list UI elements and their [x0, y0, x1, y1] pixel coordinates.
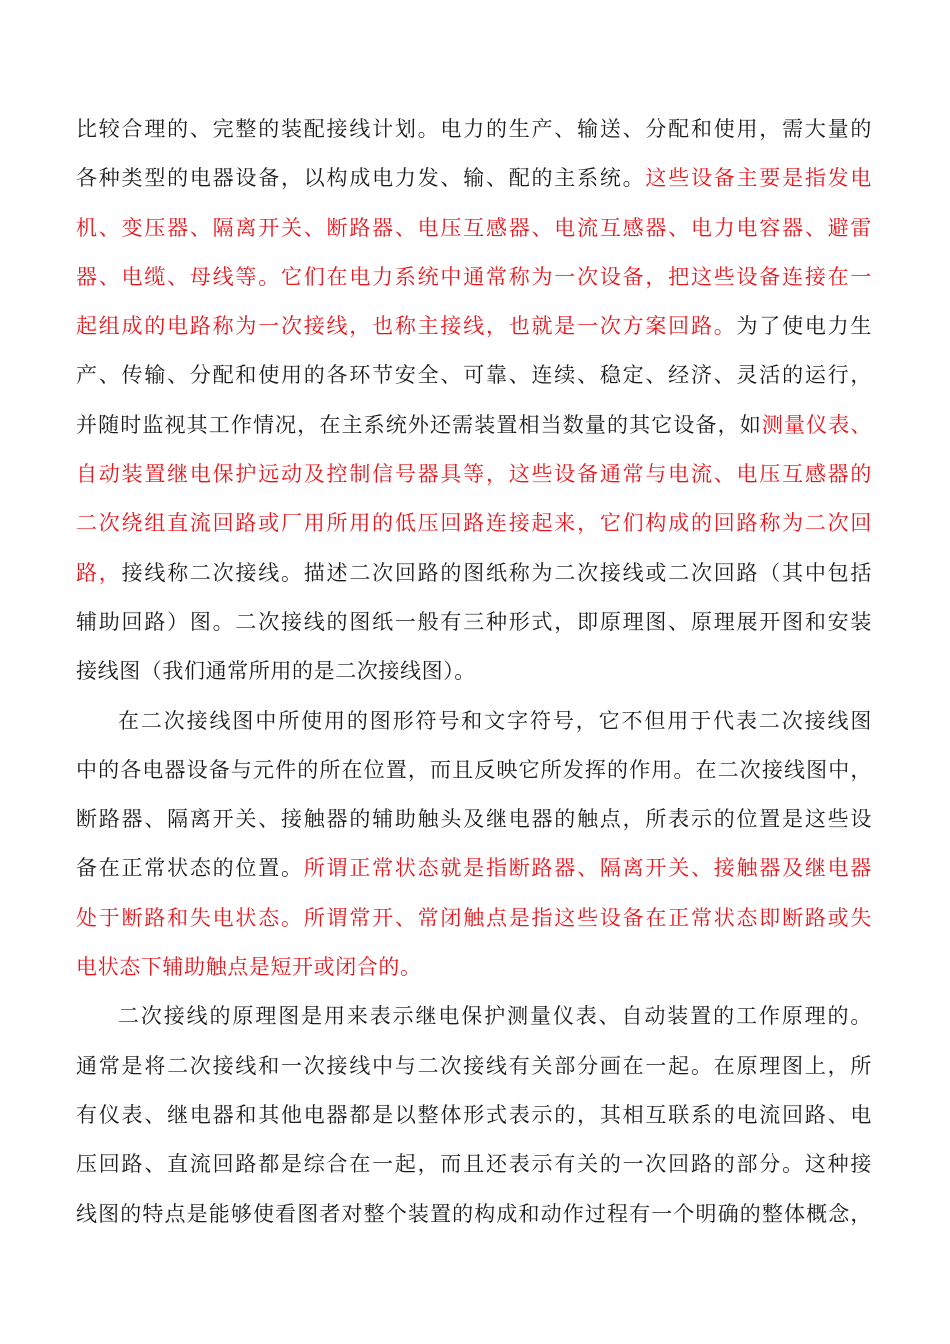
- text-segment: 比较合理的、完整的装配接线计划。电力的生产、输送、分配和使用，需大量的: [76, 117, 872, 141]
- highlighted-text-segment: 这些设备主要是指发电: [645, 166, 873, 191]
- text-line: [76, 943, 872, 992]
- highlighted-text-segment: 器、电缆、母线等。它们在电力系统中通常称为一次设备，把这些设备连接在一: [76, 264, 872, 289]
- text-segment: 压回路、直流回路都是综合在一起，而且还表示有关的一次回路的部分。这种接: [76, 1152, 872, 1177]
- highlighted-text-segment: 电状态下辅助触点是短开或闭合的。: [76, 955, 422, 980]
- text-segment: 线图的特点是能够使看图者对整个装置的构成和动作过程有一个明确的整体概念，: [76, 1201, 872, 1226]
- text-line: [76, 1091, 872, 1140]
- paragraph-first-line: [76, 992, 872, 1041]
- text-segment: 并随时监视其工作情况，在主系统外还需装置相当数量的其它设备，如: [76, 412, 762, 437]
- text-segment: 中的各电器设备与元件的所在位置，而且反映它所发挥的作用。在二次接线图中，: [76, 757, 872, 782]
- text-segment: 断路器、隔离开关、接触器的辅助触头及继电器的触点，所表示的位置是这些设: [76, 807, 872, 832]
- highlighted-text-segment: 机、变压器、隔离开关、断路器、电压互感器、电流互感器、电力电容器、避雷: [76, 215, 872, 240]
- text-line: [76, 450, 872, 499]
- text-segment: 为了使电力生: [736, 314, 872, 339]
- text-line: [76, 598, 872, 647]
- text-segment: 在二次接线图中所使用的图形符号和文字符号，它不但用于代表二次接线图: [118, 708, 872, 733]
- text-segment: 接线图（我们通常所用的是二次接线图）。: [76, 659, 476, 684]
- text-segment: 产、传输、分配和使用的各环节安全、可靠、连续、稳定、经济、灵活的运行，: [76, 363, 872, 388]
- text-segment: 通常是将二次接线和一次接线中与二次接线有关部分画在一起。在原理图上，所: [76, 1053, 872, 1078]
- text-segment: 辅助回路）图。二次接线的图纸一般有三种形式，即原理图、原理展开图和安装: [76, 609, 872, 634]
- document-body: [76, 105, 872, 1239]
- text-line: [76, 1140, 872, 1189]
- highlighted-text-segment: 自动装置继电保护远动及控制信号器具等，这些设备通常与电流、电压互感器的: [76, 462, 872, 487]
- text-line: [76, 795, 872, 844]
- text-segment: 有仪表、继电器和其他电器都是以整体形式表示的，其相互联系的电流回路、电: [76, 1102, 872, 1127]
- text-line: [76, 154, 872, 203]
- text-segment: 接线称二次接线。描述二次回路的图纸称为二次接线或二次回路（其中包括: [121, 560, 873, 585]
- text-line: [76, 499, 872, 548]
- highlighted-text-segment: 路，: [76, 560, 122, 585]
- highlighted-text-segment: 起组成的电路称为一次接线，也称主接线，也就是一次方案回路。: [76, 314, 737, 339]
- text-line: [76, 302, 872, 351]
- text-line: [76, 844, 872, 893]
- text-line: [76, 746, 872, 795]
- text-segment: 备在正常状态的位置。: [76, 856, 304, 881]
- text-line: [76, 1190, 872, 1239]
- text-line: [76, 204, 872, 253]
- text-line: [76, 253, 872, 302]
- highlighted-text-segment: 测量仪表、: [761, 412, 872, 437]
- text-segment: 二次接线的原理图是用来表示继电保护测量仪表、自动装置的工作原理的。: [118, 1004, 872, 1029]
- text-line: [76, 401, 872, 450]
- text-line: [76, 1042, 872, 1091]
- text-segment: 各种类型的电器设备，以构成电力发、输、配的主系统。: [76, 166, 646, 191]
- paragraph-first-line: [76, 697, 872, 746]
- highlighted-text-segment: 处于断路和失电状态。所谓常开、常闭触点是指这些设备在正常状态即断路或失: [76, 905, 872, 930]
- text-line: [76, 647, 872, 696]
- highlighted-text-segment: 二次绕组直流回路或厂用所用的低压回路连接起来，它们构成的回路称为二次回: [76, 511, 872, 536]
- text-line: [76, 894, 872, 943]
- highlighted-text-segment: 所谓正常状态就是指断路器、隔离开关、接触器及继电器: [303, 856, 872, 881]
- text-line: [76, 105, 872, 154]
- text-line: [76, 351, 872, 400]
- text-line: [76, 549, 872, 598]
